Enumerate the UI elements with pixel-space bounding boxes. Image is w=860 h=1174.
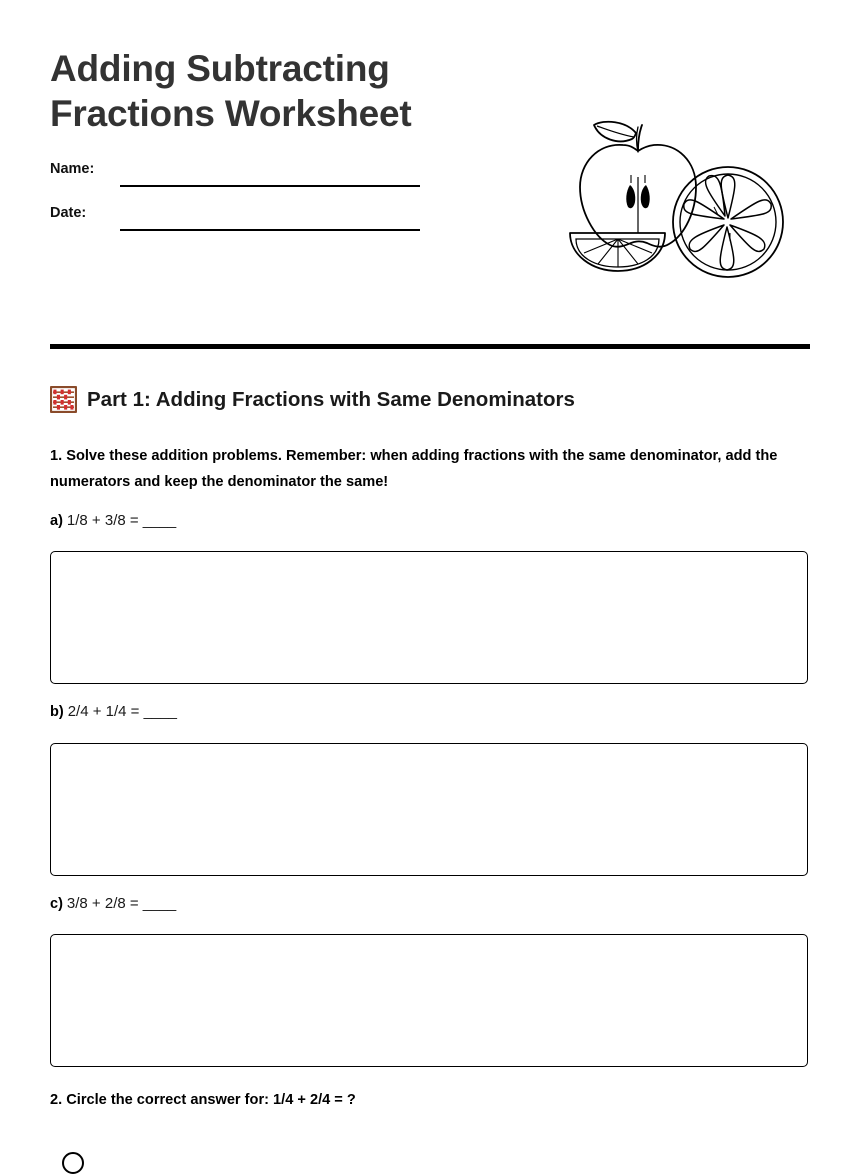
page-title [50,46,480,136]
answer-box-a[interactable] [50,551,808,684]
orange-slice-segments [684,175,771,270]
apple-stem [638,125,642,151]
answer-box-c[interactable] [50,934,808,1067]
student-info-fields [50,161,480,249]
date-field-label: Date: [50,205,87,221]
problem-a-label: a) [50,513,63,529]
problem-c [50,895,176,913]
problem-b-expression: 2/4 + 1/4 = ____ [67,703,177,720]
problem-b-label: b) [50,704,64,720]
abacus-icon [50,386,77,413]
section-title-text: Part 1: Adding Fractions with Same Denominators [87,387,575,411]
section-heading-part-1 [50,386,575,413]
apple-seed-left [626,185,635,208]
date-field-row [50,205,480,249]
problem-c-label: c) [50,896,63,912]
question-2-text: 2. Circle the correct answer for: 1/4 + 2/4 = ? [50,1092,356,1108]
problem-a-expression: 1/8 + 3/8 = ____ [66,512,177,529]
date-field-input-line[interactable] [120,229,420,231]
choice-bubble-1[interactable] [62,1152,84,1174]
name-field-row [50,161,480,205]
fruit-illustration [568,115,788,280]
orange-slice-rind-outer [673,167,783,277]
problem-c-expression: 3/8 + 2/8 = ____ [66,895,177,912]
problem-a [50,512,176,530]
page-title-line-1: Adding Subtracting [50,48,390,89]
page-title-line-2: Fractions Worksheet [50,93,412,135]
name-field-input-line[interactable] [120,185,420,187]
problem-b [50,703,177,721]
name-field-label: Name: [50,161,95,177]
instruction-text: 1. Solve these addition problems. Remember: when adding fractions with the same denominator, add the numerators and keep the denominator the same! [50,448,778,490]
answer-box-b[interactable] [50,743,808,876]
orange-slice-rind-inner [680,174,776,270]
apple-seed-right [641,185,650,208]
header-divider [50,344,810,349]
